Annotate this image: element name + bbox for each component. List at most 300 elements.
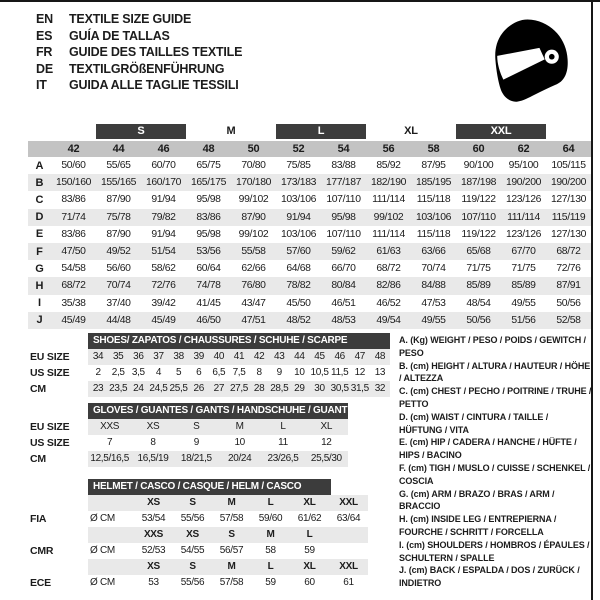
helmet-size-row-ECE [28,559,368,575]
helmet-section [28,479,368,591]
cells [88,419,348,435]
measure-cell: 72/76 [151,280,176,292]
value-cell: 40 [213,351,225,362]
measure-cell: 107/110 [326,194,361,206]
language-title: TEXTILGRÖßENFÜHRUNG [69,61,225,76]
measure-row-E [28,226,591,243]
measure-cell: 43/47 [241,297,266,309]
measure-cell: 115/118 [416,194,451,206]
measure-cell: 99/102 [238,228,269,240]
measure-row-F [28,243,591,260]
value-cell: 2 [95,367,101,378]
value-cell: 16,5/19 [137,453,169,464]
measure-cell: 95/98 [196,228,221,240]
row-label: EU SIZE [30,421,70,433]
measure-cell: 84/88 [421,280,446,292]
value-cell [329,543,368,559]
value-cell: 10 [234,437,245,448]
cells [88,495,368,511]
row-label: FIA [30,513,47,525]
measure-cell: 63/66 [421,246,446,258]
measure-cell: 61/63 [376,246,401,258]
size-group-XXL: XXL [456,124,546,139]
value-cell: 11 [278,437,288,448]
language-row [36,61,242,78]
value-cell: 35 [112,351,124,362]
measure-cell: 75/78 [106,211,131,223]
row-label: G [35,262,44,275]
measure-cell: 80/84 [331,280,356,292]
helmet-size-label: S [189,497,196,508]
row-label: CMR [30,545,54,557]
textile-size-table [28,124,591,329]
measure-cell: 91/94 [151,194,176,206]
measure-cell: 83/88 [331,160,356,172]
row-label: A [35,159,44,172]
size-group-M: M [226,125,236,137]
measure-cell: 190/200 [505,177,542,189]
value-cell: 24 [133,383,144,394]
value-cell: 58 [265,545,276,556]
measure-cell: 72/76 [556,263,581,275]
size-number: 44 [112,143,125,155]
value-cell: 11,5 [330,367,349,378]
cells [88,451,348,467]
measure-cell: 70/74 [421,263,446,275]
size-number: 50 [247,143,260,155]
measure-cell: 119/122 [461,194,496,206]
value-cell: 39 [193,351,204,362]
shoes-row-eu-size [28,349,390,365]
diameter-blank [88,495,134,511]
measure-cell: 68/72 [376,263,401,275]
measure-cell: 123/126 [505,194,542,206]
value-cell: 10,5 [310,367,329,378]
value-cell: 3,5 [131,367,145,378]
measure-cell: 107/110 [461,211,496,223]
value-cell: 38 [173,351,184,362]
helmet-size-label: S [189,561,196,572]
gloves-table [28,419,348,467]
measure-cell: 155/165 [100,177,137,189]
measure-cell: 76/80 [241,280,266,292]
value-cell: 12,5/16,5 [90,453,129,464]
language-row [36,11,242,28]
shoes-row-us-size [28,365,390,381]
measure-cell: 47/51 [241,314,266,326]
measure-cell: 50/60 [61,160,86,172]
helmet-size-label: L [267,497,274,508]
measure-cell: 182/190 [370,177,407,189]
measure-cell: 56/60 [106,263,131,275]
measure-cell: 48/52 [286,314,311,326]
measure-cell: 59/62 [331,246,356,258]
measure-cell: 111/114 [372,228,405,240]
measure-cell: 79/82 [151,211,176,223]
measure-cell: 173/183 [280,177,317,189]
legend-item: J. (cm) BACK / ESPALDA / DOS / ZURÜCK / INDIETRO [399,565,580,589]
value-cell: 52/53 [141,545,166,556]
value-cell: 34 [92,351,104,362]
value-cell: 5 [175,367,182,378]
measure-row-I [28,295,591,312]
diameter-label: Ø CM [90,577,115,588]
size-number: 54 [337,143,350,155]
value-cell: 57/58 [219,513,244,524]
value-cell: 53/54 [141,513,166,524]
measure-cell: 127/130 [550,228,587,240]
legend-item: I. (cm) SHOULDERS / HOMBROS / ÉPAULES / SCHULTERN / SPALLE [399,539,590,563]
measure-cell: 95/98 [196,194,221,206]
row-label: US SIZE [30,367,70,379]
gloves-section [28,403,348,467]
measure-cell: 49/55 [511,297,536,309]
value-cell: 28,5 [270,383,289,394]
measure-cell: 68/72 [61,280,86,292]
size-number: 58 [427,143,440,155]
value-cell: XXS [100,421,120,432]
legend-item: E. (cm) HIP / CADERA / HANCHE / HÜFTE / HIPS / BACINO [399,437,577,461]
cells [88,575,368,591]
helmet-size-label: XS [147,561,160,572]
measure-cell: 47/53 [421,297,446,309]
measure-cell: 46/51 [331,297,356,309]
language-row [36,44,242,61]
value-cell: 12 [321,437,332,448]
size-number: 46 [157,143,170,155]
measure-cell: 54/58 [61,263,86,275]
helmet-size-label: XXL [339,561,358,572]
value-cell: 24,5 [149,383,168,394]
measure-cell: 103/106 [280,228,317,240]
measurement-legend [399,334,593,590]
value-cell: 46 [334,351,345,362]
value-cell: 61 [343,577,354,588]
helmet-value-row-ECE [28,575,368,591]
value-cell: 59 [304,545,315,556]
helmet-size-label: XXS [143,529,164,540]
measure-cell: 71/74 [61,211,86,223]
measure-cell: 83/86 [61,228,86,240]
language-title: TEXTILE SIZE GUIDE [69,12,192,26]
measure-cell: 99/102 [373,211,404,223]
measure-row-H [28,277,591,294]
value-cell: 26 [193,383,204,394]
value-cell: M [235,421,244,432]
measure-cell: 83/86 [196,211,221,223]
size-number: 56 [382,143,395,155]
size-number-row [28,141,591,157]
measure-cell: 37/40 [106,297,131,309]
value-cell: 47 [354,351,365,362]
measure-cell: 49/54 [376,314,401,326]
value-cell: 43 [274,351,285,362]
value-cell: 48 [374,351,386,362]
measure-cell: 35/38 [61,297,86,309]
measure-cell: 58/62 [151,263,176,275]
value-cell: XL [320,421,333,432]
legend-item: D. (cm) WAIST / CINTURA / TAILLE / HÜFTUNG / VITA [399,411,549,435]
value-cell: 54/55 [180,545,205,556]
value-cell: 56/57 [219,545,244,556]
row-label: H [35,279,44,292]
helmet-size-label: XS [186,529,199,540]
cells [88,511,368,527]
measure-cell: 170/180 [235,177,272,189]
value-cell: 30,5 [330,383,349,394]
value-cell: 25,5 [169,383,188,394]
value-cell: 8 [256,367,262,378]
language-code: ES [36,28,53,43]
measure-cell: 111/114 [507,211,540,223]
value-cell: 12 [354,367,365,378]
measure-cell: 53/56 [196,246,221,258]
measure-cell: 46/50 [196,314,221,326]
value-cell: 18/21,5 [180,453,212,464]
measure-row-D [28,209,591,226]
cells [88,365,390,381]
shoes-table [28,349,390,397]
measure-cell: 45/49 [61,314,86,326]
value-cell: 55/56 [180,577,205,588]
helmet-size-label: XXL [339,497,358,508]
measure-cell: 95/100 [508,160,539,172]
value-cell: 8 [150,437,156,448]
row-label: EU SIZE [30,351,70,363]
value-cell: 29 [294,383,305,394]
measure-cell: 91/94 [286,211,311,223]
language-title: GUÍA DE TALLAS [69,28,170,43]
measure-cell: 103/106 [415,211,452,223]
size-number: 64 [562,143,575,155]
row-label: E [35,228,44,241]
helmet-value-row-CMR [28,543,368,559]
measure-cell: 78/82 [286,280,311,292]
language-title: GUIDA ALLE TAGLIE TESSILI [69,78,239,92]
measure-row-C [28,191,591,208]
value-cell: 32 [374,383,386,394]
value-cell: 63/64 [336,513,361,524]
measure-cell: 160/170 [145,177,182,189]
gloves-row-us-size [28,435,348,451]
value-cell: 27 [213,383,225,394]
measure-cell: 190/200 [550,177,587,189]
measure-cell: 123/126 [505,228,542,240]
helmet-size-label: S [228,529,235,540]
row-label: D [35,211,44,224]
measure-cell: 187/198 [460,177,497,189]
size-group-blank [51,124,96,139]
value-cell: 61/62 [297,513,322,524]
measure-cell: 111/114 [372,194,405,206]
helmet-size-label: XL [303,497,316,508]
value-cell: 2,5 [111,367,125,378]
measure-cell: 44/48 [106,314,131,326]
diameter-label: Ø CM [90,513,115,524]
helmet-size-label: XL [303,561,316,572]
measure-cell: 46/52 [376,297,401,309]
language-title: GUIDE DES TAILLES TEXTILE [69,45,243,59]
cells [88,435,348,451]
measure-cell: 49/55 [421,314,446,326]
legend-item: B. (cm) HEIGHT / ALTURA / HAUTEUR / HÖHE / ALTEZZA [399,360,591,384]
helmet-size-row-FIA [28,495,368,511]
measure-cell: 165/175 [190,177,227,189]
value-cell: 57/58 [219,577,244,588]
measure-cell: 87/90 [106,228,131,240]
value-cell: 41 [233,351,245,362]
cells [88,543,368,559]
value-cell: 6 [196,367,202,378]
size-number: 60 [472,143,485,155]
value-cell: 42 [253,351,265,362]
measure-cell: 105/115 [551,160,586,172]
row-label: B [35,176,44,189]
measure-cell: 45/49 [151,314,176,326]
helmet-size-label: L [306,529,313,540]
value-cell: 23/26,5 [267,453,299,464]
helmet-size-label: XS [147,497,160,508]
measure-cell: 64/68 [286,263,311,275]
language-row [36,28,242,45]
gloves-row-cm [28,451,348,467]
size-group-L: L [276,124,366,139]
value-cell: 45 [314,351,325,362]
value-cell: 7,5 [232,367,246,378]
diameter-blank [88,527,134,543]
measure-cell: 57/60 [286,246,311,258]
top-border-line [0,0,600,2]
value-cell: 9 [193,437,199,448]
measure-cell: 65/68 [466,246,491,258]
value-cell: 60 [304,577,315,588]
legend-item: H. (cm) INSIDE LEG / ENTREPIERNA / FOURCHE / SCHRITT / FORCELLA [399,514,557,537]
header-language-titles [36,11,242,94]
language-code: DE [36,61,53,76]
measure-cell: 55/65 [106,160,131,172]
size-number: 42 [67,143,80,155]
measure-cell: 50/56 [556,297,581,309]
measure-cell: 150/160 [55,177,92,189]
value-cell: 4 [155,367,162,378]
value-cell: 59/60 [258,513,283,524]
measure-cell: 83/86 [61,194,86,206]
measure-cell: 47/50 [61,246,86,258]
measure-cell: 71/75 [511,263,536,275]
measure-cell: 82/86 [376,280,401,292]
measure-cell: 51/56 [511,314,536,326]
measure-row-J [28,312,591,329]
measure-cell: 87/90 [106,194,131,206]
row-label: US SIZE [30,437,70,449]
row-label: J [36,314,43,327]
shoes-section [28,333,390,397]
measure-cell: 67/70 [511,246,536,258]
diameter-blank [88,559,134,575]
measure-cell: 127/130 [550,194,587,206]
measure-row-B [28,174,591,191]
diameter-label: Ø CM [90,545,115,556]
measure-cell: 52/58 [556,314,581,326]
helmet-size-label [329,527,368,543]
size-group-S: S [96,124,186,139]
value-cell: 25,5/30 [310,453,342,464]
measure-cell: 99/102 [238,194,269,206]
value-cell: 44 [294,351,305,362]
measure-cell: 55/58 [241,246,266,258]
measure-cell: 48/54 [466,297,491,309]
measure-cell: 85/89 [511,280,536,292]
row-label: C [35,193,44,206]
gloves-title-bar: GLOVES / GUANTES / GANTS / HANDSCHUHE / GUANTI [88,403,348,419]
measure-cell: 103/106 [280,194,317,206]
measure-cell: 87/95 [421,160,446,172]
value-cell: 23 [92,383,104,394]
helmet-table [28,495,368,591]
measure-cell: 41/45 [196,297,221,309]
helmet-size-label: M [227,561,236,572]
language-code: FR [36,45,53,59]
legend-item: G. (cm) ARM / BRAZO / BRAS / ARM / BRACCIO [399,488,555,512]
helmet-size-row-CMR [28,527,368,543]
measure-cell: 70/74 [106,280,131,292]
value-cell: 28 [253,383,265,394]
cells [88,527,368,543]
measure-cell: 107/110 [326,228,361,240]
measure-cell: 49/52 [106,246,131,258]
legend-item: A. (Kg) WEIGHT / PESO / POIDS / GEWITCH / PESO [399,335,586,358]
value-cell: 55/56 [180,513,205,524]
legend-item: F. (cm) TIGH / MUSLO / CUISSE / SCHENKEL / COSCIA [399,462,591,486]
measure-cell: 39/42 [151,297,176,309]
measure-cell: 75/85 [286,160,311,172]
helmet-title-bar: HELMET / CASCO / CASQUE / HELM / CASCO [88,479,331,495]
value-cell: 27,5 [229,383,249,394]
measure-cell: 51/54 [151,246,176,258]
size-number: 48 [202,143,215,155]
size-group-row [28,124,591,139]
language-code: IT [36,78,47,92]
language-row [36,77,242,94]
measure-cell: 65/75 [196,160,221,172]
measure-cell: 115/119 [551,211,586,223]
measure-cell: 71/75 [466,263,491,275]
measure-cell: 60/64 [196,263,221,275]
size-number: 52 [292,143,305,155]
measure-cell: 74/78 [196,280,221,292]
measure-cell: 85/92 [376,160,401,172]
value-cell: 31,5 [350,383,369,394]
language-code: EN [36,12,53,26]
value-cell: 9 [276,367,282,378]
measure-cell: 91/94 [151,228,176,240]
measure-cell: 60/70 [151,160,176,172]
value-cell: XS [146,421,160,432]
value-cell: 37 [153,351,164,362]
legend-item: C. (cm) CHEST / PECHO / POITRINE / TRUHE / PETTO [399,386,592,409]
measure-row-G [28,260,591,277]
racing-helmet-icon [484,16,572,108]
measure-cell: 66/70 [331,263,356,275]
size-group-blank [546,124,591,139]
measure-cell: 115/118 [416,228,451,240]
value-cell: L [280,421,286,432]
shoes-row-cm [28,381,390,397]
measure-cell: 177/187 [325,177,362,189]
size-group-XL: XL [404,125,418,137]
measure-cell: 85/89 [466,280,491,292]
value-cell: 13 [374,367,386,378]
